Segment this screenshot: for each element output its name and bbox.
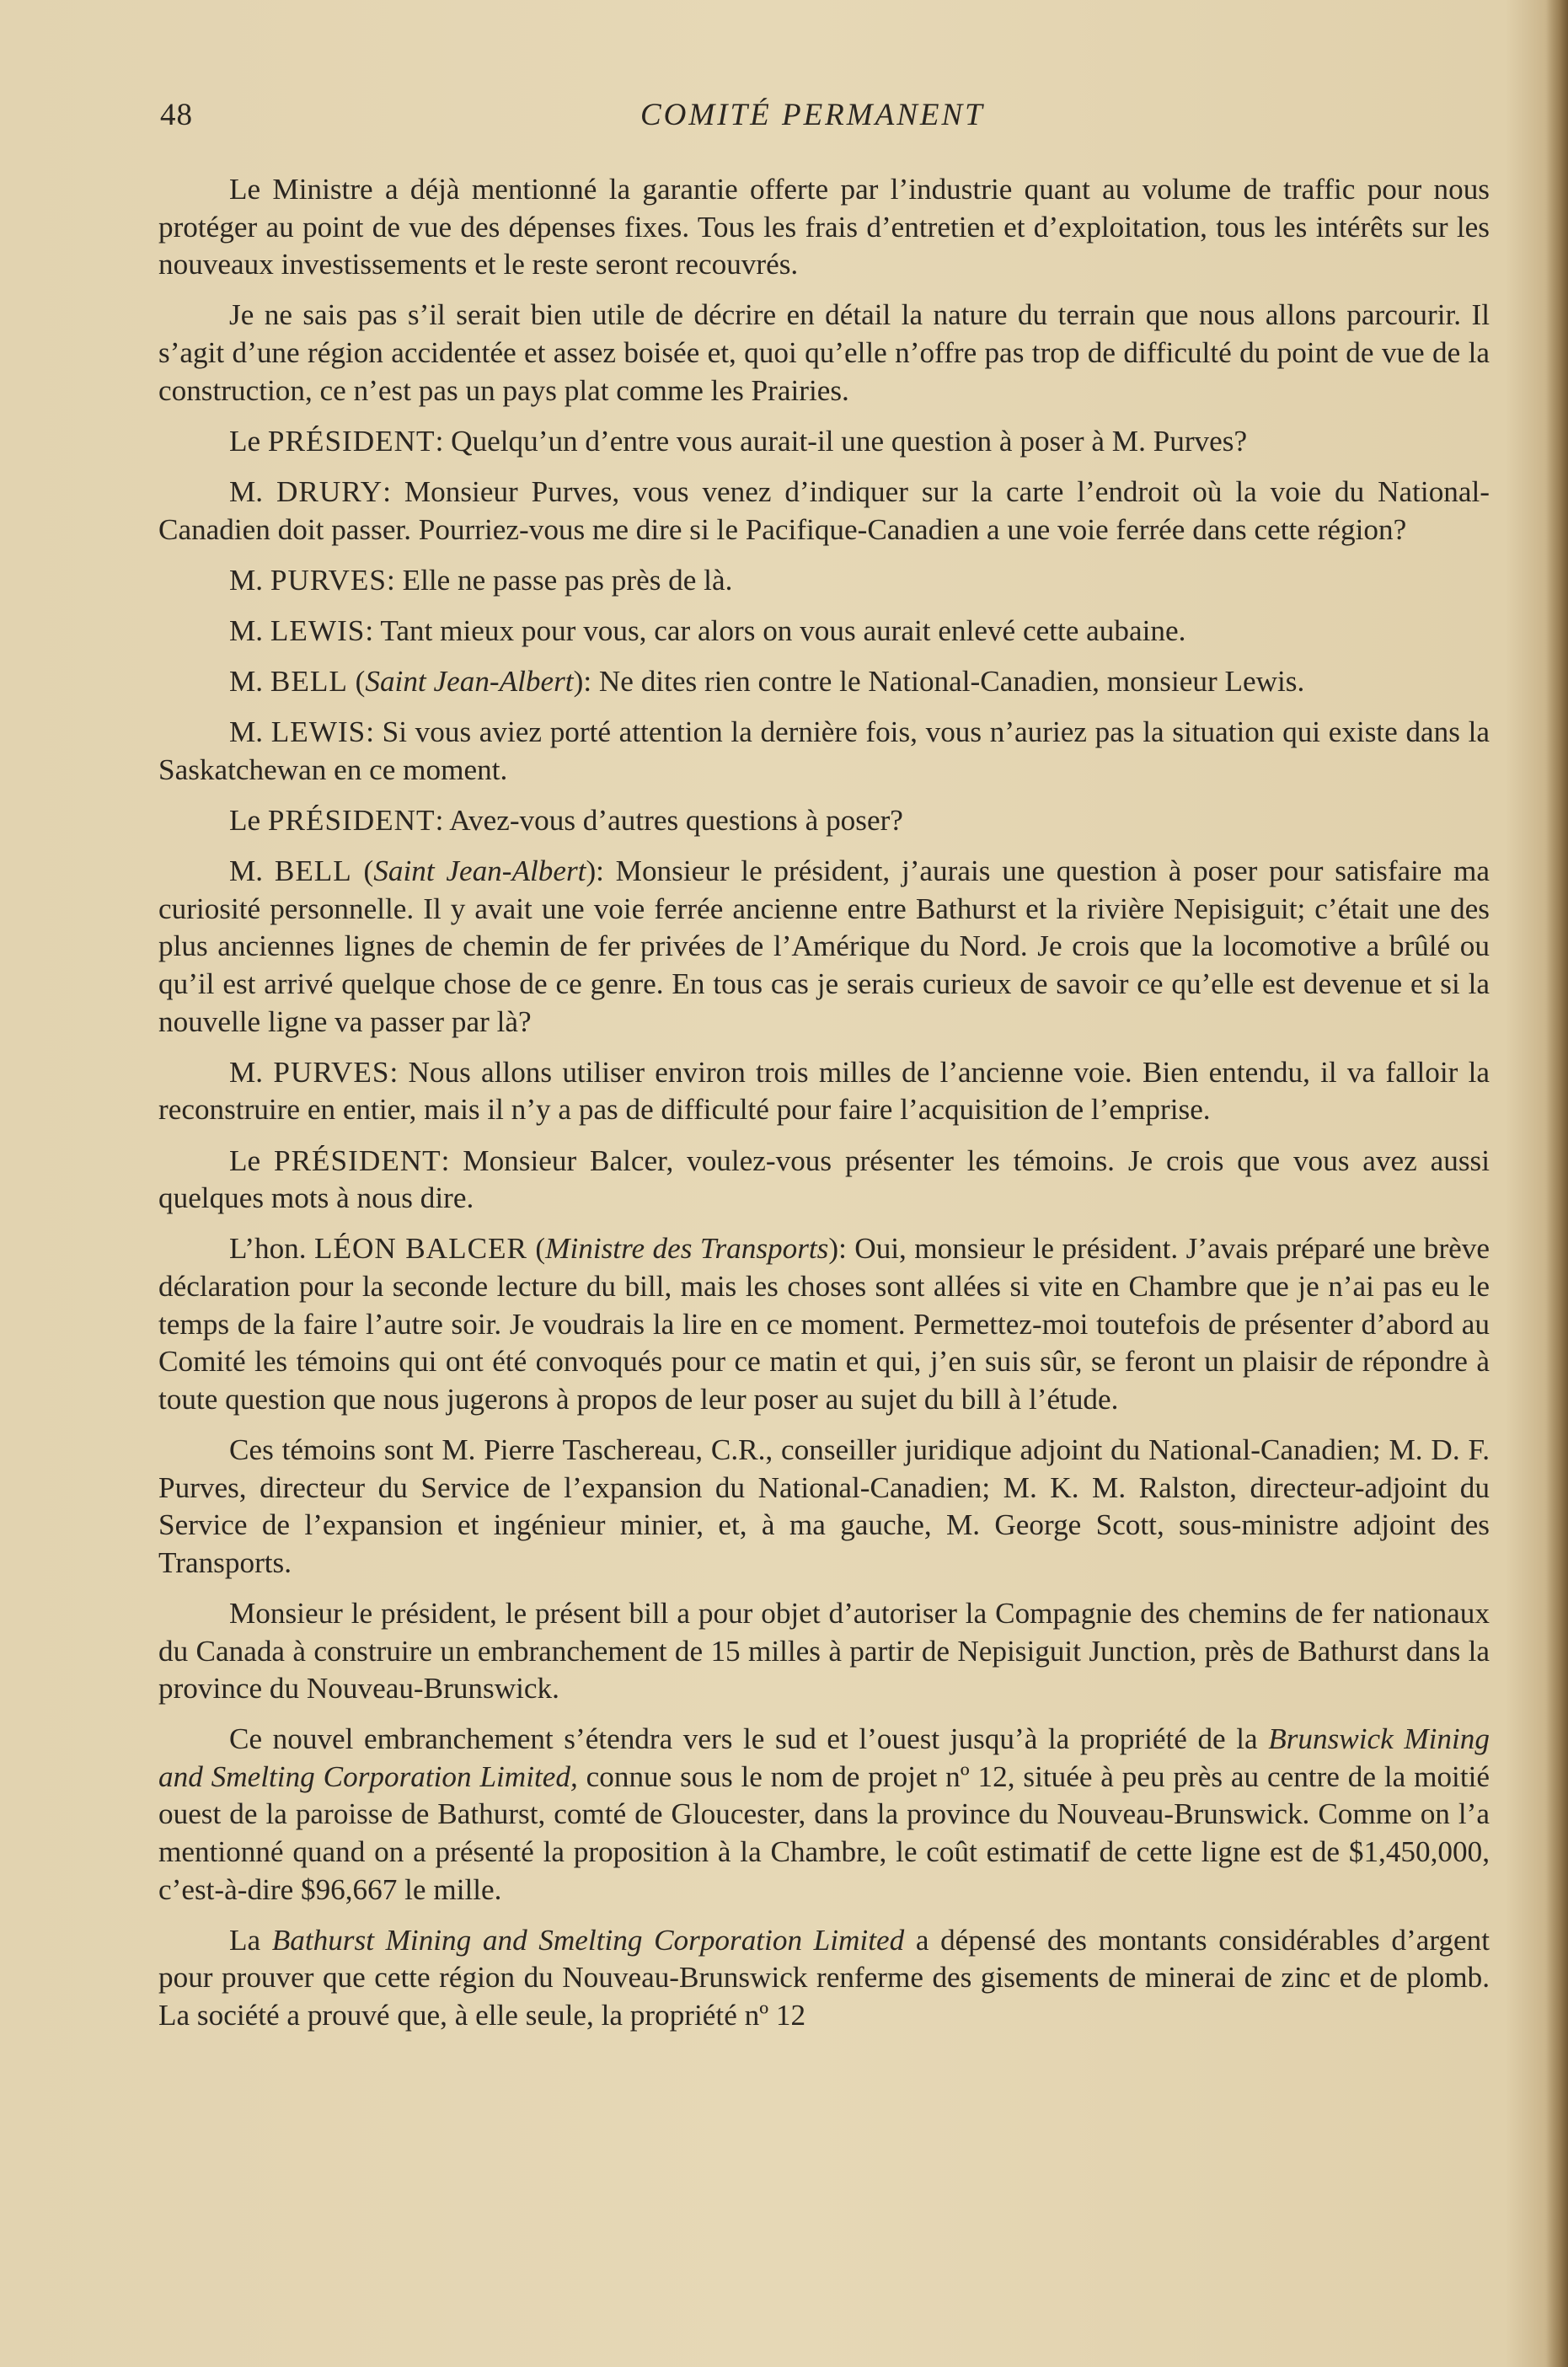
- paragraph: M. PURVES: Elle ne passe pas près de là.: [229, 563, 733, 597]
- paragraph: M. BELL (Saint Jean-Albert): Monsieur le président, j’aurais une question à poser pour satisfaire ma curiosité personnelle. Il y avait une voie ferrée ancienne entre Bathurst et la rivière Nepisiguit; c’était une des plus anciennes lignes de chemin de fer privées de l’Amérique du Nord. Je crois que la locomotive a brûlé ou qu’il est arrivé quelque chose de ce genre. En tous cas je serais curieux de savoir ce qu’elle est devenue et si la nouvelle ligne va passer par là?: [158, 854, 1490, 1038]
- book-spine-shadow: [1546, 0, 1568, 2367]
- speaker-riding: Saint Jean-Albert: [365, 665, 574, 699]
- paragraph: M. LEWIS: Si vous aviez porté attention la dernière fois, vous n’auriez pas la situation qui existe dans la Saskatchewan en ce moment.: [158, 715, 1490, 786]
- speaker-title: M.: [229, 563, 264, 597]
- paragraph: Le PRÉSIDENT: Monsieur Balcer, voulez-vous présenter les témoins. Je crois que vous avez aussi quelques mots à nous dire.: [158, 1143, 1490, 1215]
- running-title: COMITÉ PERMANENT: [640, 98, 985, 132]
- speaker-name: LEWIS: [270, 613, 366, 647]
- speaker-title: M.: [229, 1055, 264, 1089]
- paragraph: M. PURVES: Nous allons utiliser environ trois milles de l’ancienne voie. Bien entendu, il va falloir la reconstruire en entier, mais il n’y a pas de difficulté pour faire l’acquisition de l’emprise.: [158, 1055, 1490, 1127]
- speaker-riding: Saint Jean-Albert: [373, 854, 586, 888]
- paragraph: L’hon. LÉON BALCER (Ministre des Transports): Oui, monsieur le président. J’avais préparé une brève déclaration pour la seconde lecture du bill, mais les choses sont allées si vite en Chambre que je n’ai pas eu le temps de la faire l’autre soir. Je voudrais la lire en ce moment. Permettez-moi toutefois de présenter d’abord au Comité les témoins qui ont été convoqués pour ce matin et qui, j’en suis sûr, se feront un plaisir de répondre à toute question que nous jugerons à propos de leur poser au sujet du bill à l’étude.: [158, 1232, 1490, 1416]
- speaker-name: PRÉSIDENT: [267, 424, 436, 458]
- speaker-title: M.: [229, 854, 264, 888]
- speaker-title: M.: [229, 474, 264, 508]
- paragraph: M. BELL (Saint Jean-Albert): Ne dites rien contre le National-Canadien, monsieur Lewis.: [229, 665, 1305, 699]
- company-name: Brunswick Mining and Smelting Corporation Limited,: [158, 1722, 1490, 1793]
- speaker-title: Le: [229, 1143, 261, 1177]
- speaker-name: BELL: [274, 854, 352, 888]
- speaker-title: Le: [229, 804, 261, 838]
- paragraph: Le PRÉSIDENT: Avez-vous d’autres questions à poser?: [229, 804, 903, 838]
- speaker-name: PURVES: [273, 1055, 390, 1089]
- paragraph: M. LEWIS: Tant mieux pour vous, car alors on vous aurait enlevé cette aubaine.: [229, 613, 1186, 647]
- paragraph: Je ne sais pas s’il serait bien utile de décrire en détail la nature du terrain que nous allons parcourir. Il s’agit d’une région accidentée et assez boisée et, quoi qu’elle n’offre pas trop de difficulté du point de vue de la construction, ce n’est pas un pays plat comme les Prairies.: [158, 298, 1490, 407]
- paragraph: Le Ministre a déjà mentionné la garantie offerte par l’industrie quant au volume de traffic pour nous protéger au point de vue des dépenses fixes. Tous les frais d’entretien et d’exploitation, tous les intérêts sur les nouveaux investissements et le reste seront recouvrés.: [158, 173, 1490, 281]
- paragraph: M. DRURY: Monsieur Purves, vous venez d’indiquer sur la carte l’endroit où la voie du National-Canadien doit passer. Pourriez-vous me dire si le Pacifique-Canadien a une voie ferrée dans cette région?: [158, 474, 1490, 546]
- company-name: Bathurst Mining and Smelting Corporation Limited: [271, 1923, 905, 1957]
- speaker-title: L’hon.: [229, 1232, 307, 1266]
- speaker-name: DRURY: [276, 474, 383, 508]
- speaker-name: PRÉSIDENT: [267, 804, 436, 838]
- body-text: [158, 171, 1490, 2048]
- speaker-riding: Ministre des Transports: [545, 1232, 829, 1266]
- speaker-name: PURVES: [270, 563, 387, 597]
- speaker-name: PRÉSIDENT: [274, 1143, 442, 1177]
- speaker-name: LÉON BALCER: [313, 1232, 528, 1266]
- paragraph: Monsieur le président, le présent bill a pour objet d’autoriser la Compagnie des chemins de fer nationaux du Canada à construire un embranchement de 15 milles à partir de Nepisiguit Junction, près de Bathurst dans la province du Nouveau-Brunswick.: [158, 1596, 1490, 1706]
- speaker-name: BELL: [270, 665, 348, 699]
- speaker-title: M.: [229, 665, 264, 699]
- paragraph: Le PRÉSIDENT: Quelqu’un d’entre vous aurait-il une question à poser à M. Purves?: [229, 424, 1248, 458]
- speaker-title: Le: [229, 424, 261, 458]
- paragraph: Ce nouvel embranchement s’étendra vers le sud et l’ouest jusqu’à la propriété de la Brunswick Mining and Smelting Corporation Limited, connue sous le nom de projet nº 12, située à peu près au centre de la moitié ouest de la paroisse de Bathurst, comté de Gloucester, dans la province du Nouveau-Brunswick. Comme on l’a mentionné quand on a présenté la proposition à la Chambre, le coût estimatif de cette ligne est de $1,450,000, c’est-à-dire $96,667 le mille.: [158, 1722, 1490, 1906]
- running-head: [160, 97, 1491, 147]
- speaker-title: M.: [229, 715, 264, 749]
- paragraph: Ces témoins sont M. Pierre Taschereau, C.R., conseiller juridique adjoint du National-Canadien; M. D. F. Purves, directeur du Service de l’expansion du National-Canadien; M. K. M. Ralston, directeur-adjoint du Service de l’expansion et ingénieur minier, et, à ma gauche, M. George Scott, sous-ministre adjoint des Transports.: [158, 1433, 1490, 1579]
- page-number: 48: [160, 98, 193, 132]
- paragraph: La Bathurst Mining and Smelting Corporation Limited a dépensé des montants considérables d’argent pour prouver que cette région du Nouveau-Brunswick renferme des gisements de minerai de zinc et de plomb. La société a prouvé que, à elle seule, la propriété nº 12: [158, 1923, 1490, 2032]
- speaker-title: M.: [229, 613, 264, 647]
- speaker-name: LEWIS: [270, 715, 367, 749]
